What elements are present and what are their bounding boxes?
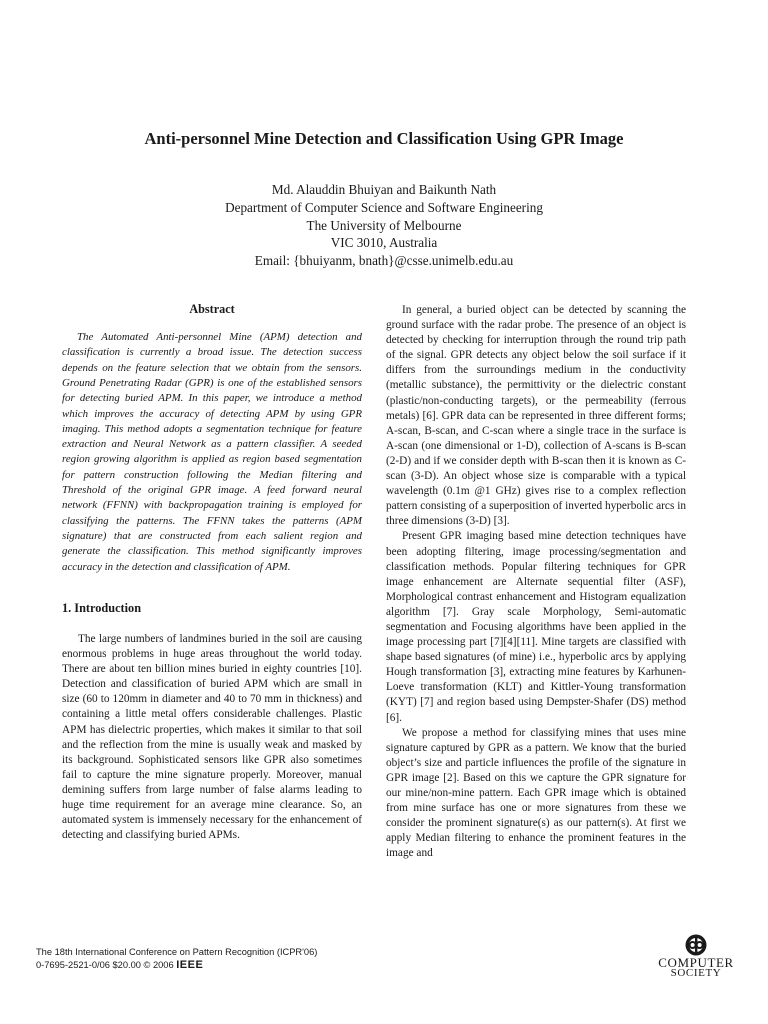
- body-paragraph-2: Present GPR imaging based mine detection techniques have been adopting filtering, image processing/segmentation and classification methods. Popular filtering techniques for GPR image enhancement are Alternate sequential filter (ASF), Morphological contrast enhancement and Histogram equalization algorithm [7]. Gray scale Morphology, Semi-automatic segmentation and Focusing algorithms have been applied in the image processing part [7][4][11]. Mine targets are classified with shape based signatures (of mine) i.e., hyperbolic arcs by applying Hough transformation [3], extracting mine features by Karhunen-Loeve transformation (KLT) and Kittler-Young transformation (KYT) [7] and region based using Dempster-Shafer (DS) method [6].: [386, 530, 686, 724]
- introduction-heading: 1. Introduction: [62, 600, 142, 615]
- footer-copyright-line: [36, 959, 317, 972]
- abstract-text: The Automated Anti-personnel Mine (APM) detection and classification is currently a broad issue. The detection success depends on the feature selection that we obtain from the sensors. Ground Penetrating Radar (GPR) is one of the established sensors for detecting buried APM. In this paper, we introduce a method which improves the accuracy of detecting APM by using GPR imaging. This method adopts a segmentation technique for feature extraction and Neural Network as a pattern classifier. A seeded region growing algorithm is applied as region based segmentation for pattern construction following the Median filtering and Threshold of the original GPR image. A feed forward neural network (FFNN) with backpropagation training is employed for classifying the patterns. The FFNN takes the patterns (APM signature) that are constructed from each salient region and generate the classification. This method significantly improves accuracy in the detection and classification of APM.: [62, 331, 362, 573]
- author-block: [0, 181, 768, 270]
- author-department: Department of Computer Science and Software Engineering: [225, 199, 543, 215]
- introduction-paragraph-1: The large numbers of landmines buried in the soil are causing enormous problems in huge areas throughout the world today. There are about ten billion mines buried in eighty countries [10]. Detection and classification of buried APM which are small in size (60 to 120mm in diameter and 40 to 70 mm in thickness) and containing a little metal offers considerable challenges. Plastic APM has dielectric properties, which makes it similar to that soil and the reflection from the mine is usually weak and masked by its background. Sophisticated sensors like GPR also sometimes fail to capture the mine signature properly. Moreover, manual demining suffers from large number of false alarms leading to huge time requirement for an average mine clearance. So, an automated system is immensely necessary for the enhancement of detecting and classifying buried APMs.: [62, 632, 362, 842]
- footer-isbn-price: 0-7695-2521-0/06 $20.00 © 2006: [36, 960, 174, 970]
- author-names: Md. Alauddin Bhuiyan and Baikunth Nath: [271, 182, 497, 197]
- abstract-heading: Abstract: [189, 302, 235, 316]
- ieee-logo: IEEE: [176, 959, 204, 971]
- author-email: Email: {bhuiyanm, bnath}@csse.unimelb.edu.au: [254, 253, 514, 269]
- body-paragraph-1: In general, a buried object can be detected by scanning the ground surface with the radar probe. The presence of an object is detected by checking for interruption through the round trip path of the signal. GPR detects any object below the soil surface if it differs from the surroundings medium in the conductivity (metallic substance), the permittivity or the dielectric constant (plastic/non-conducting targets), or the permeability (ferrous metals) [6]. GPR data can be represented in three different forms; A-scan, B-scan, and C-scan where a single trace in the surface is A-scan (one dimensional or 1-D), collection of A-scans is B-scan (2-D) and if we consider depth with B-scan then it is known as C-scan (3-D). An object whose size is comparable with a typical wavelength (0.1m @1 GHz) gives rise to a complex reflection pattern consisting of a superposition of inverted hyperbolic arcs in three dimensions (3-D) [3].: [386, 304, 686, 528]
- right-column: [386, 303, 686, 861]
- computer-society-logo: [648, 933, 744, 981]
- footer-citation: [36, 946, 317, 972]
- computer-society-line-2: SOCIETY: [670, 967, 722, 979]
- computer-society-line-1: COMPUTER: [658, 955, 734, 970]
- left-column: [62, 302, 362, 843]
- author-location: VIC 3010, Australia: [330, 235, 438, 251]
- body-paragraph-3: We propose a method for classifying mines that uses mine signature captured by GPR as a pattern. We know that the buried object’s size and particle influences the profile of the signature in GPR image [2]. Based on this we capture the GPR signature for our mine/non-mine pattern. Each GPR image which is obtained from mine surface has one or more signatures from these we consider the prominent signature(s) as our pattern(s). At first we apply Median filtering to enhance the prominent features in the image and: [386, 726, 686, 860]
- author-university: The University of Melbourne: [306, 217, 462, 233]
- paper-title: Anti-personnel Mine Detection and Classification Using GPR Image: [144, 129, 624, 148]
- computer-society-emblem-icon: [684, 933, 708, 957]
- footer-conference: The 18th International Conference on Pattern Recognition (ICPR'06): [36, 947, 318, 957]
- computer-society-wordmark: [648, 957, 744, 979]
